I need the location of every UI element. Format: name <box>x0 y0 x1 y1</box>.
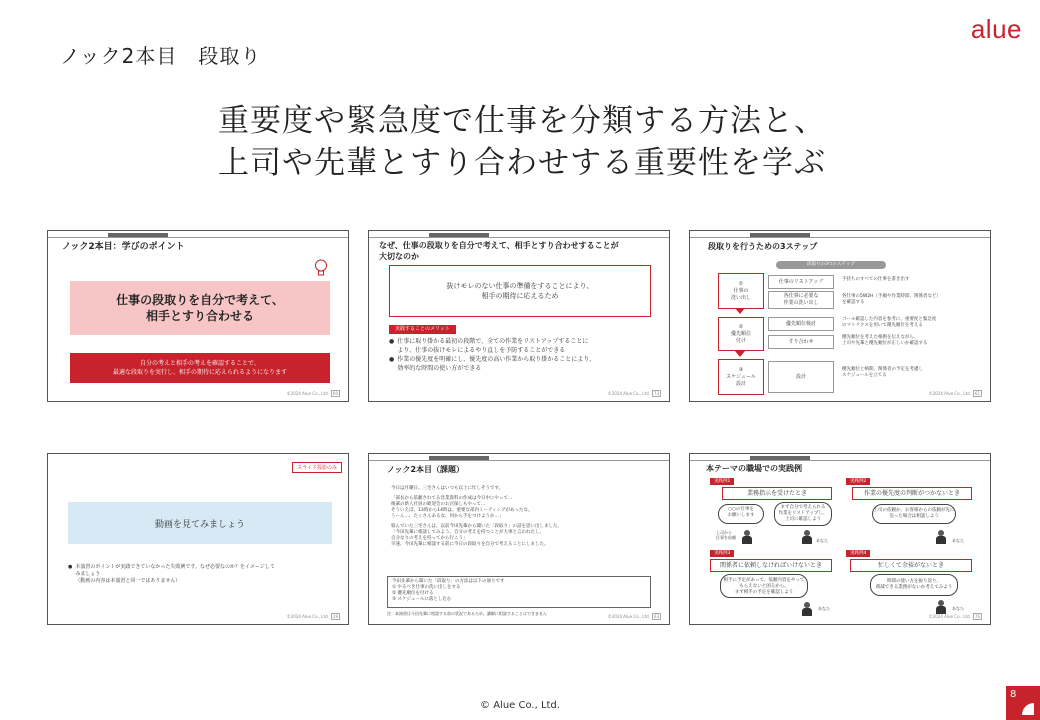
task-desc: ゴール確認した内容を参考に、重要度と緊急度 のマトリクスを用いて優先順位を考える <box>842 317 937 328</box>
slide-nav-bar <box>690 456 990 461</box>
example-tag: 実践例2 <box>846 478 870 485</box>
slide-thumbnail-4[interactable] <box>47 453 349 625</box>
slide-thumbnail-1[interactable] <box>47 230 349 402</box>
example-title: 忙しくて余裕がないとき <box>850 559 972 572</box>
task-desc: 各仕事の5W2H（手順や作業時間、関係者など） を確認する <box>842 294 942 305</box>
slide-footer: ©2024 Alue Co., Ltd. 60 <box>286 391 338 396</box>
task-desc: 優先順位を考えた根拠を伝えながら、 上司や先輩と優先順位が正しいか確認する <box>842 335 928 346</box>
headline-line-1: 重要度や緊急度で仕事を分類する方法と、 <box>218 103 826 139</box>
thought-bubble: まず自分で考えられる 作業をリストアップし、 上司に確認しよう <box>774 502 832 526</box>
key-point-box: 仕事の段取りを自分で考えて、 相手とすり合わせる <box>70 281 330 335</box>
slide-thumbnail-5[interactable] <box>368 453 670 625</box>
example-title: 関係者に依頼しなければいけないとき <box>710 559 832 572</box>
note-text: ● 本演習のポイントが実践できていなかった失敗例です。なぜ必要なのか？をイメージして みましょう （動画の内容は本演習と同一ではありません） <box>68 564 275 584</box>
slide-title: なぜ、仕事の段取りを自分で考えて、相手とすり合わせすることが 大切なのか <box>379 241 619 261</box>
slide-note: 注：本演習は今田先輩に相談する前の状況であるため、講師に相談することはできません <box>387 611 547 616</box>
thought-bubble: 相手に予定があって、依頼内容をやって もらえないと困るから、 まず相手の予定を確認しよう <box>720 574 808 598</box>
step-2-box: ② 優先順位 付け <box>718 317 764 351</box>
headline <box>218 100 826 184</box>
slide-footer: ©2024 Alue Co., Ltd. 29 <box>286 614 338 619</box>
task-desc: 手持ちのすべての仕事を書き出す <box>842 277 910 282</box>
slide-nav-bar <box>48 233 348 238</box>
page-title: ノック2本目 段取り <box>60 44 262 68</box>
slide-title: 段取りを行うための3ステップ <box>708 242 818 251</box>
example-tag: 実践例3 <box>710 550 734 557</box>
list-item: ● 作業の優先度を明確にし、優先度の高い作業から取り掛かることにより、 効率的な時間の使い方ができる <box>389 356 596 372</box>
task-story: 今日は月曜日。三宅さんはいつも以上に忙しそうです。 「部長から依頼されてる営業資料の作成は今日中にやって… 後輩の新人社員の歓迎会のお店探しもやって… そういえば、13時から14時は、重要な部内ミーティングがあったな。 うーん…、たくさんあるな。何から手をつけようか…」 悩んでいた三宅さんは、以前今田先輩から聞いた「段取り」の話を思い出しました。 「今田先輩に相談してみよう。自分の考えを持つことが大事と言われたし、 自分なりの考えを持ってから行こう」 早速、今田先輩に相談する前に今日の段取りを自分で考えることにしました。 <box>391 486 562 547</box>
you-label: あなた <box>818 606 830 611</box>
person-icon <box>802 602 811 616</box>
projection-only-tag: スライド投影のみ <box>292 462 342 473</box>
copyright-footer: © Alue Co., Ltd. <box>480 700 560 711</box>
task-box: 仕事のリストアップ <box>768 275 834 289</box>
merit-list <box>389 337 665 373</box>
slide-nav-bar <box>369 456 669 461</box>
example-tag: 実践例1 <box>710 478 734 485</box>
steps-pill: 段取りの3つのステップ <box>776 261 886 269</box>
lightbulb-icon <box>314 259 328 277</box>
page-number-badge <box>1006 686 1040 720</box>
slide-footer: ©2024 Alue Co., Ltd. 61 <box>928 391 980 396</box>
speech-bubble: ○○の仕事を お願いします <box>718 504 764 524</box>
person-icon <box>936 600 945 614</box>
video-placeholder[interactable]: 動画を見てみましょう <box>68 502 332 544</box>
purpose-box: 抜けモレのない仕事の準備をすることにより、 相手の期待に応えるため <box>389 265 651 317</box>
corner-decoration-icon <box>1022 703 1034 715</box>
slide-thumbnail-3[interactable] <box>689 230 991 402</box>
example-title: 業務指示を受けたとき <box>722 487 832 500</box>
task-box: 設計 <box>768 361 834 393</box>
thought-bubble: 時間の使い方を振り返り、 削減できる業務がないか考えてみよう <box>870 574 958 596</box>
list-item: ● 仕事に取り掛かる最初の段階で、全ての作業をリストアップすることに より、仕事の抜けモレによるやり直しを予防することができる <box>389 338 589 354</box>
slide-footer: ©2024 Alue Co., Ltd. 76 <box>928 614 980 619</box>
example-tag: 実践例4 <box>846 550 870 557</box>
slide-title: 本テーマの職場での実践例 <box>706 464 802 473</box>
arrow-down-icon <box>735 308 745 314</box>
you-label: あなた <box>952 606 964 611</box>
example-title: 作業の優先度の判断がつかないとき <box>852 487 972 500</box>
task-desc: 優先順位と納期、関係者の予定を考慮し スケジュールを立てる <box>842 367 923 378</box>
you-label: あなた <box>816 538 828 543</box>
you-label: あなた <box>952 538 964 543</box>
slide-nav-bar <box>690 233 990 238</box>
merit-label: 実践することのメリット <box>389 325 456 334</box>
slide-thumbnail-2[interactable] <box>368 230 670 402</box>
headline-line-2: 上司や先輩とすり合わせする重要性を学ぶ <box>218 145 826 181</box>
slide-thumbnail-6[interactable] <box>689 453 991 625</box>
arrow-down-icon <box>735 351 745 357</box>
slide-footer: ©2024 Alue Co., Ltd. 73 <box>607 391 659 396</box>
person-icon <box>802 530 811 544</box>
step-1-box: ① 仕事の 洗い出し <box>718 273 764 309</box>
slide-title: ノック2本目：学びのポイント <box>62 242 185 252</box>
slide-footer: ©2024 Alue Co., Ltd. 63 <box>607 614 659 619</box>
summary-box: 自分の考えと相手の考えを確認することで、 最適な段取りを実行し、相手の期待に応えられるようになります <box>70 353 330 383</box>
person-icon <box>936 530 945 544</box>
step-3-box: ③ スケジュール 設計 <box>718 359 764 395</box>
task-box: 各仕事に必要な 作業の洗い出し <box>768 291 834 309</box>
person-icon <box>742 530 751 544</box>
page-number: 8 <box>1010 689 1017 700</box>
method-box: 今田先輩から聞いた「段取り」の方法は以下の通りです ① やるべき仕事の洗い出しをする ② 優先順位を付ける ③ スケジュールに落とし込む <box>387 576 651 608</box>
slide-nav-bar <box>369 233 669 238</box>
alue-logo: alue <box>970 14 1022 44</box>
task-box: すり合わせ <box>768 335 834 349</box>
boss-label: 上司から 仕事を依頼 <box>716 530 736 540</box>
task-box: 優先順位検討 <box>768 317 834 331</box>
thought-bubble: 上司の依頼か、お客様からの依頼が先に 迫った場合は相談しよう <box>872 504 956 524</box>
slide-title: ノック2本目（課題） <box>387 465 465 474</box>
